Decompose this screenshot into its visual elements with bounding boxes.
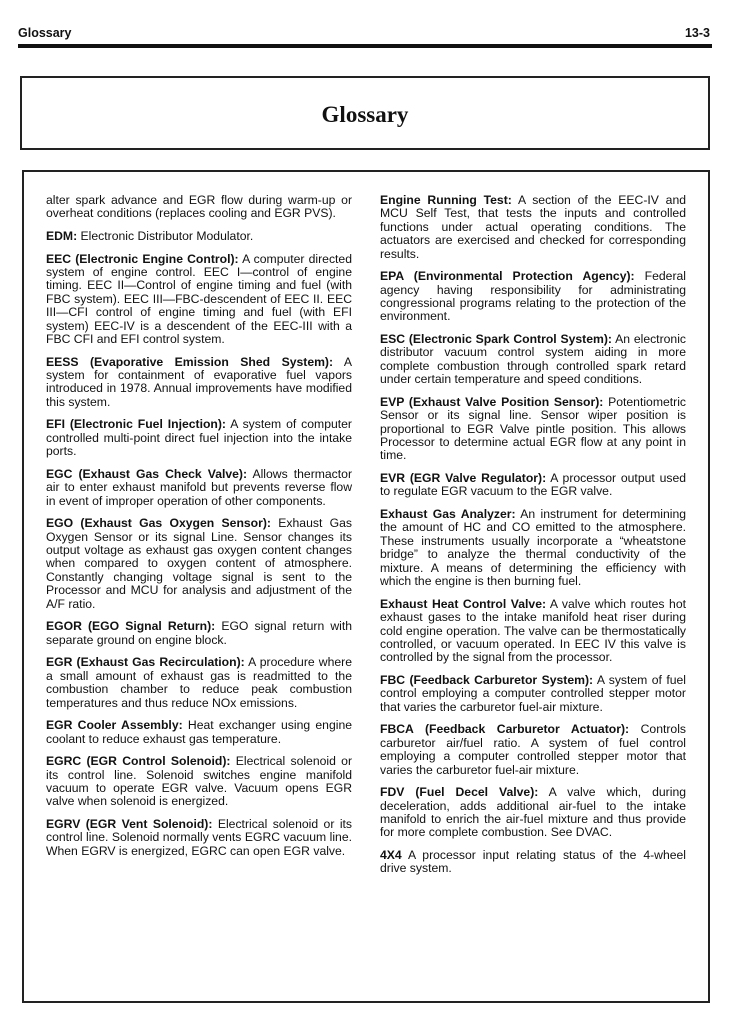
glossary-term: Exhaust Heat Control Valve: xyxy=(380,596,547,611)
glossary-entry xyxy=(46,230,352,243)
glossary-entry xyxy=(380,786,686,840)
glossary-definition: Federal agency having responsibility for administrating congressional programs relating to the protection of the environment. xyxy=(380,269,686,324)
glossary-entry xyxy=(380,270,686,324)
glossary-term: 4X4 xyxy=(380,847,402,862)
glossary-term: EGC (Exhaust Gas Check Valve): xyxy=(46,466,248,481)
glossary-entry xyxy=(380,333,686,387)
glossary-definition: Heat exchanger using engine coolant to reduce exhaust gas temperature. xyxy=(46,718,352,746)
glossary-term: EFI (Electronic Fuel Injection): xyxy=(46,417,226,432)
running-section-title: Glossary xyxy=(18,26,72,40)
glossary-entry xyxy=(380,849,686,876)
glossary-definition: An electronic distributor vacuum control system aiding in more complete combustion through controlled spark retard under certain temperature and speed conditions. xyxy=(380,332,686,387)
glossary-term: EGR (Exhaust Gas Recirculation): xyxy=(46,655,245,670)
header-rule xyxy=(18,44,712,48)
glossary-definition: A valve which routes hot exhaust gases to the intake manifold heat riser during cold engine operation. The valve can be thermostatically controlled, or vacuum operated. In EEC IV this valve is controlled by the signal from the processor. xyxy=(380,596,686,665)
page-number: 13-3 xyxy=(684,26,710,40)
glossary-term: EGRC (EGR Control Solenoid): xyxy=(46,754,231,769)
glossary-entry xyxy=(46,468,352,508)
glossary-term: EGRV (EGR Vent Solenoid): xyxy=(46,816,213,831)
glossary-term: ESC (Electronic Spark Control System): xyxy=(380,332,612,347)
glossary-entry xyxy=(46,356,352,410)
glossary-term: EDM: xyxy=(46,229,78,243)
glossary-entry xyxy=(46,656,352,710)
glossary-definition: A procedure where a small amount of exhaust gas is readmitted to the combustion chamber to reduce peak combustion temperatures and thus reduce NOx emissions. xyxy=(46,655,352,710)
glossary-content xyxy=(22,170,710,1003)
glossary-term: FDV (Fuel Decel Valve): xyxy=(380,785,539,800)
title-box xyxy=(20,76,710,150)
glossary-term: FBCA (Feedback Carburetor Actuator): xyxy=(380,722,630,737)
glossary-definition: Exhaust Gas Oxygen Sensor or its signal Line. Sensor changes its output voltage as exhaust gas oxygen content changes when compared to oxygen content of atmosphere. Constantly changing voltage signal is sent to the Processor and MCU for analysis and adjustment of the A/F ratio. xyxy=(46,516,352,611)
glossary-entry xyxy=(46,194,352,221)
glossary-definition: A system of fuel control employing a computer controlled stepper motor that varies the carburetor fuel-air mixture. xyxy=(380,672,686,714)
glossary-term: EGO (Exhaust Gas Oxygen Sensor): xyxy=(46,516,271,531)
glossary-definition: A processor output used to regulate EGR vacuum to the EGR valve. xyxy=(380,471,686,499)
glossary-entry xyxy=(46,517,352,611)
glossary-entry xyxy=(380,396,686,463)
glossary-entry xyxy=(46,418,352,458)
glossary-definition: alter spark advance and EGR flow during warm-up or overheat conditions (replaces cooling and EGR PVS). xyxy=(46,193,352,221)
glossary-definition: A valve which, during deceleration, adds additional air-fuel to the intake manifold to enrich the air-fuel mixture and thus provide for more complete combustion. See DVAC. xyxy=(380,785,686,840)
glossary-entry xyxy=(46,755,352,809)
glossary-entry xyxy=(46,719,352,746)
glossary-definition: Allows thermactor air to enter exhaust manifold but prevents reverse flow in event of improper operation of other components. xyxy=(46,466,352,508)
glossary-definition: A system for containment of evaporative fuel vapors introduced in 1978. Annual improvements have modified this system. xyxy=(46,354,352,409)
glossary-term: EESS (Evaporative Emission Shed System): xyxy=(46,354,334,369)
glossary-term: EGR Cooler Assembly: xyxy=(46,718,183,733)
glossary-definition: A processor input relating status of the 4-wheel drive system. xyxy=(380,847,687,876)
glossary-term: EEC (Electronic Engine Control): xyxy=(46,251,239,266)
glossary-entry xyxy=(46,818,352,858)
glossary-definition: EGO signal return with separate ground on engine block. xyxy=(46,619,352,647)
glossary-definition: An instrument for determining the amount of HC and CO emitted to the atmosphere. These instruments usually incorporate a “wheatstone bridge” to analyze the thermal conductivity of the mixture. A means of determining the efficiency with which the engine is then burning fuel. xyxy=(380,507,686,589)
glossary-definition: A section of the EEC-IV and MCU Self Test, that tests the inputs and controlled functions under actual operating conditions. The actuators are exercised and checked for corresponding results. xyxy=(380,193,687,261)
glossary-entry xyxy=(380,598,686,665)
glossary-entry xyxy=(46,253,352,347)
glossary-term: EPA (Environmental Protection Agency): xyxy=(380,269,635,284)
glossary-entry xyxy=(380,674,686,714)
glossary-entry xyxy=(46,620,352,647)
glossary-term: Engine Running Test: xyxy=(380,193,512,207)
glossary-entry xyxy=(380,472,686,499)
glossary-term: EVP (Exhaust Valve Position Sensor): xyxy=(380,394,604,409)
glossary-definition: Controls carburetor air/fuel ratio. A system of fuel control employing a computer controlled stepper motor that varies the carburetor fuel-air mixture. xyxy=(380,722,686,777)
glossary-term: EGOR (EGO Signal Return): xyxy=(46,619,216,634)
glossary-entry xyxy=(380,723,686,777)
glossary-definition: Electrical solenoid or its control line. Solenoid normally vents EGRC vacuum line. When EGRV is energized, EGRC can open EGR valve. xyxy=(46,816,353,858)
glossary-term: EVR (EGR Valve Regulator): xyxy=(380,471,547,486)
glossary-entry xyxy=(380,194,686,261)
glossary-definition: A system of computer controlled multi-point direct fuel injection into the intake ports. xyxy=(46,417,352,459)
glossary-term: FBC (Feedback Carburetor System): xyxy=(380,672,594,687)
glossary-definition: Electronic Distributor Modulator. xyxy=(80,229,254,243)
glossary-definition: Potentiometric Sensor or its signal line. Sensor wiper position is proportional to EGR Valve pintle position. This allows Processor to determine actual EGR flow at any point in time. xyxy=(380,394,686,463)
page-header xyxy=(18,26,710,44)
glossary-definition: Electrical solenoid or its control line. Solenoid switches engine manifold vacuum to operate EGR valve. Vacuum opens EGR valve when solenoid is energized. xyxy=(46,754,353,809)
right-column xyxy=(380,194,686,885)
page-title: Glossary xyxy=(321,102,409,127)
glossary-definition: A computer directed system of engine control. EEC I—control of engine timing. EEC II—Control of engine timing and fuel (with FBC system). EEC III—FBC-descendent of EEC II. EEC III—CFI control of engine timing and fuel (with EFI system) EEC-IV is a descendent of the EEC-III with a FBC CFI and EFI control system. xyxy=(46,251,352,347)
glossary-entry xyxy=(380,508,686,588)
glossary-term: Exhaust Gas Analyzer: xyxy=(380,507,516,522)
left-column xyxy=(46,194,352,867)
